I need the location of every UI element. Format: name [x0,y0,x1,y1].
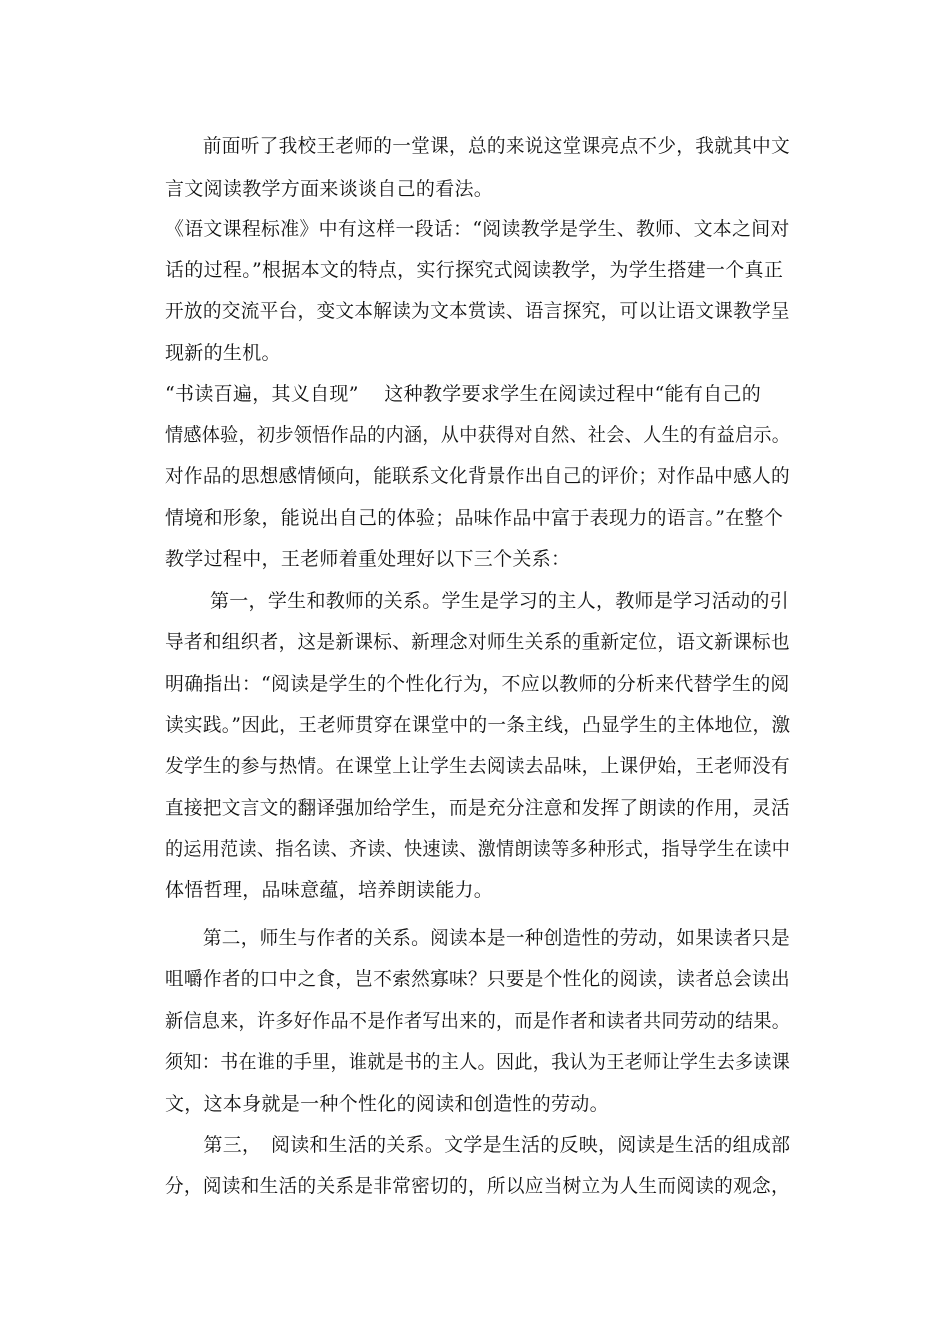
text-line: 体悟哲理，品味意蕴，培养朗读能力。 [165,879,494,901]
text-line: 须知：书在谁的手里，谁就是书的主人。因此，我认为王老师让学生去多读课 [165,1051,791,1073]
text-line: 文，这本身就是一种个性化的阅读和创造性的劳动。 [165,1093,609,1115]
text-line: 明确指出：“阅读是学生的个性化行为，不应以教师的分析来代替学生的阅 [165,673,790,695]
text-line: 咀嚼作者的口中之食，岂不索然寡味？只要是个性化的阅读，读者总会读出 [165,968,790,990]
text-line: 新信息来，许多好作品不是作者写出来的，而是作者和读者共同劳动的结果。 [165,1010,791,1032]
text-line: 直接把文言文的翻译强加给学生，而是充分注意和发挥了朗读的作用，灵活 [165,797,790,819]
text-line: 第二，师生与作者的关系。阅读本是一种创造性的劳动，如果读者只是 [165,927,790,949]
text-line: 读实践。”因此，王老师贯穿在课堂中的一条主线，凸显学生的主体地位，激 [165,714,791,736]
text-line: 言文阅读教学方面来谈谈自己的看法。 [165,178,494,200]
text-line: 前面听了我校王老师的一堂课，总的来说这堂课亮点不少，我就其中文 [165,135,790,157]
text-line: 第一，学生和教师的关系。学生是学习的主人，教师是学习活动的引 [165,590,789,612]
text-line: 现新的生机。 [165,342,281,364]
text-line: 导者和组织者，这是新课标、新理念对师生关系的重新定位，语文新课标也 [165,631,790,653]
text-line: 情感体验，初步领悟作品的内涵，从中获得对自然、社会、人生的有益启示。 [165,424,791,446]
text-line: 教学过程中，王老师着重处理好以下三个关系： [165,548,571,570]
text-line: 发学生的参与热情。在课堂上让学生去阅读去品味，上课伊始，王老师没有 [165,755,790,777]
text-line: 开放的交流平台，变文本解读为文本赏读、语言探究，可以让语文课教学呈 [165,300,790,322]
text-line: “书读百遍，其义自现” 这种教学要求学生在阅读过程中“能有自己的 [165,383,762,405]
text-line: 话的过程。”根据本文的特点，实行探究式阅读教学，为学生搭建一个真正 [165,259,784,281]
text-line: 《语文课程标准》中有这样一段话：“阅读教学是学生、教师、文本之间对 [165,218,790,240]
text-line: 的运用范读、指名读、齐读、快速读、激情朗读等多种形式，指导学生在读中 [165,838,791,860]
text-line: 对作品的思想感情倾向，能联系文化背景作出自己的评价；对作品中感人的 [165,465,790,487]
text-line: 分，阅读和生活的关系是非常密切的，所以应当树立为人生而阅读的观念， [165,1175,790,1197]
text-line: 第三， 阅读和生活的关系。文学是生活的反映，阅读是生活的组成部 [165,1134,791,1156]
text-line: 情境和形象，能说出自己的体验；品味作品中富于表现力的语言。”在整个 [165,507,784,529]
